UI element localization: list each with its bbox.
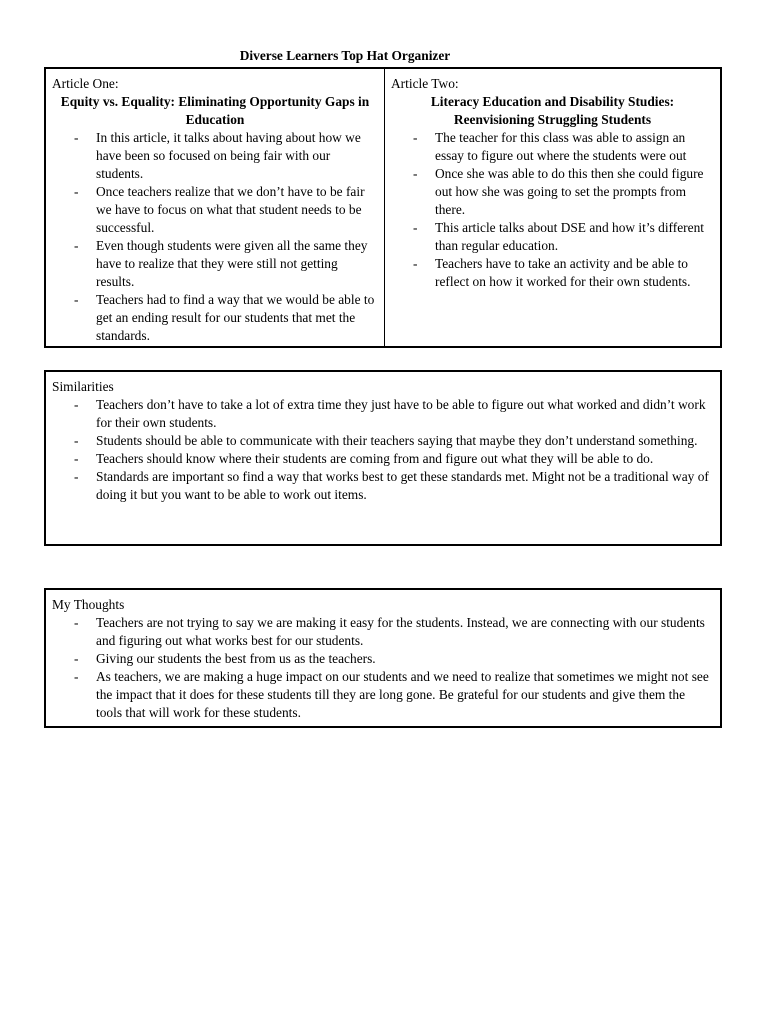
similarities-box: [44, 370, 722, 546]
similarities-label: Similarities: [52, 379, 114, 394]
article-one-cell: [46, 69, 385, 346]
list-item: - Teachers are not trying to say we are making it easy for the students. Instead, we are connecting with our students and figuring out what works best for our students.: [52, 614, 712, 650]
list-item: - Teachers should know where their students are coming from and figure out what they will be able to do.: [52, 450, 712, 468]
list-item: - Teachers don’t have to take a lot of extra time they just have to be able to figure out what worked and didn’t work for their own students.: [52, 396, 712, 432]
list-item: - Teachers had to find a way that we would be able to get an ending result for our students that met the standards.: [52, 291, 378, 345]
article-two-label: Article Two:: [391, 76, 459, 91]
similarities-list: [52, 396, 712, 504]
document-title: Diverse Learners Top Hat Organizer: [239, 48, 451, 63]
article-one-label: Article One:: [52, 76, 119, 91]
article-two-heading: Literacy Education and Disability Studies: Reenvisioning Struggling Students: [430, 94, 675, 127]
article-two-cell: [385, 69, 720, 346]
list-item: - Standards are important so find a way that works best to get these standards met. Might not be a traditional way of doing it but you want to be able to work out items.: [52, 468, 712, 504]
list-item: - As teachers, we are making a huge impact on our students and we need to realize that sometimes we might not see the impact that it does for these students till they are long gone. Be grateful for our students and give them the tools that will work for these students.: [52, 668, 712, 722]
my-thoughts-list: [52, 614, 712, 722]
list-item: - This article talks about DSE and how it’s different than regular education.: [391, 219, 714, 255]
list-item: - Once teachers realize that we don’t have to be fair we have to focus on what that student needs to be successful.: [52, 183, 378, 237]
my-thoughts-label: My Thoughts: [52, 597, 125, 612]
list-item: - Even though students were given all the same they have to realize that they were still not getting results.: [52, 237, 378, 291]
list-item: - Giving our students the best from us as the teachers.: [52, 650, 712, 668]
articles-table: [44, 67, 722, 348]
list-item: - In this article, it talks about having about how we have been so focused on being fair with our students.: [52, 129, 378, 183]
list-item: - Teachers have to take an activity and be able to reflect on how it worked for their own students.: [391, 255, 714, 291]
list-item: - The teacher for this class was able to assign an essay to figure out where the students were out: [391, 129, 714, 165]
article-one-heading: Equity vs. Equality: Eliminating Opportunity Gaps in Education: [60, 94, 370, 127]
my-thoughts-box: [44, 588, 722, 728]
list-item: - Once she was able to do this then she could figure out how she was going to set the prompts from there.: [391, 165, 714, 219]
article-two-list: [391, 129, 714, 291]
article-one-list: [52, 129, 378, 345]
list-item: - Students should be able to communicate with their teachers saying that maybe they don’t understand something.: [52, 432, 712, 450]
